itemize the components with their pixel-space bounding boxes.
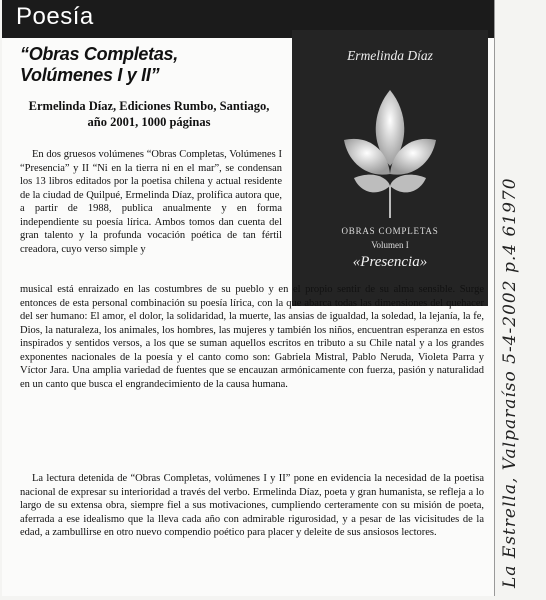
book-cover-image — [292, 30, 488, 306]
cover-title: «Presencia» — [352, 254, 428, 270]
article-paragraph-1-top: En dos gruesos volúmenes “Obras Completas, Volúmenes I “Presencia” y II “Ni en la tierra ni en el mar”, se condensan los 13 libros editados por la poetisa chilena y actual residente de la ciudad de Quilpué, Ermelinda Díaz, prolífica autora que, a partir de 1988, publica anualmente y en forma independiente su poesía lírica. Ambos tomos dan cuenta del gran talento y la profunda vocación poética de tan fértil creadora, cuyo verso simple y — [20, 149, 282, 255]
handwritten-source-note: La Estrella, Valparaíso 5-4-2002 p.4 61970 — [500, 177, 520, 588]
cover-author: Ermelinda Díaz — [347, 48, 433, 63]
cover-volume: Volumen I — [371, 240, 409, 250]
section-title: Poesía — [16, 3, 94, 30]
cover-series: OBRAS COMPLETAS — [341, 226, 439, 236]
article-paragraph-1-bottom: musical está enraizado en las costumbres de su pueblo y en el propio sentir de su alma sensible. Surge entonces de esta personal combinación su poesía lírica, con la que abarca todas las dimensiones del quehacer del ser humano: El amor, el dolor, la solidaridad, la muerte, las ansias de igualdad, la soledad, la lejanía, la fe, Dios, la naturaleza, los animales, los hombres, las mujeres y también los niños, encuentran esperanza en estos inspirados y sentidos versos, a los que se suman aquellos escritos en tributo a su Chile natal y a los grandes exponentes nacionales de la poesía y el canto como son: Gabriela Mistral, Pablo Neruda, Violeta Parra y Víctor Jara. Una amplia variedad de fuentes que se encauzan armónicamente con fuerza, pasión y naturalidad en un canto que busca el engrandecimiento de la causa humana. — [20, 284, 484, 390]
newspaper-clipping — [2, 0, 495, 596]
article-headline: “Obras Completas, Volúmenes I y II” — [20, 44, 178, 85]
lotus-flower-icon — [330, 82, 450, 222]
article-paragraph-2: La lectura detenida de “Obras Completas, volúmenes I y II” pone en evidencia la necesidad de la poetisa nacional de expresar su interioridad a través del verbo. Ermelinda Díaz, poeta y gran humanista, se refleja a lo largo de su extensa obra, siempre fiel a sus motivaciones, cumpliendo certeramente con su misión de poeta, aferrada a ese idealismo que la lleva cada año con admirable rigurosidad, y a pesar de las vicisitudes de la edad, a zambullirse en otro nuevo compendio poético para placer y deleite de sus ansiosos lectores. — [20, 473, 484, 538]
article-byline: Ermelinda Díaz, Ediciones Rumbo, Santiago, año 2001, 1000 páginas — [28, 99, 270, 129]
